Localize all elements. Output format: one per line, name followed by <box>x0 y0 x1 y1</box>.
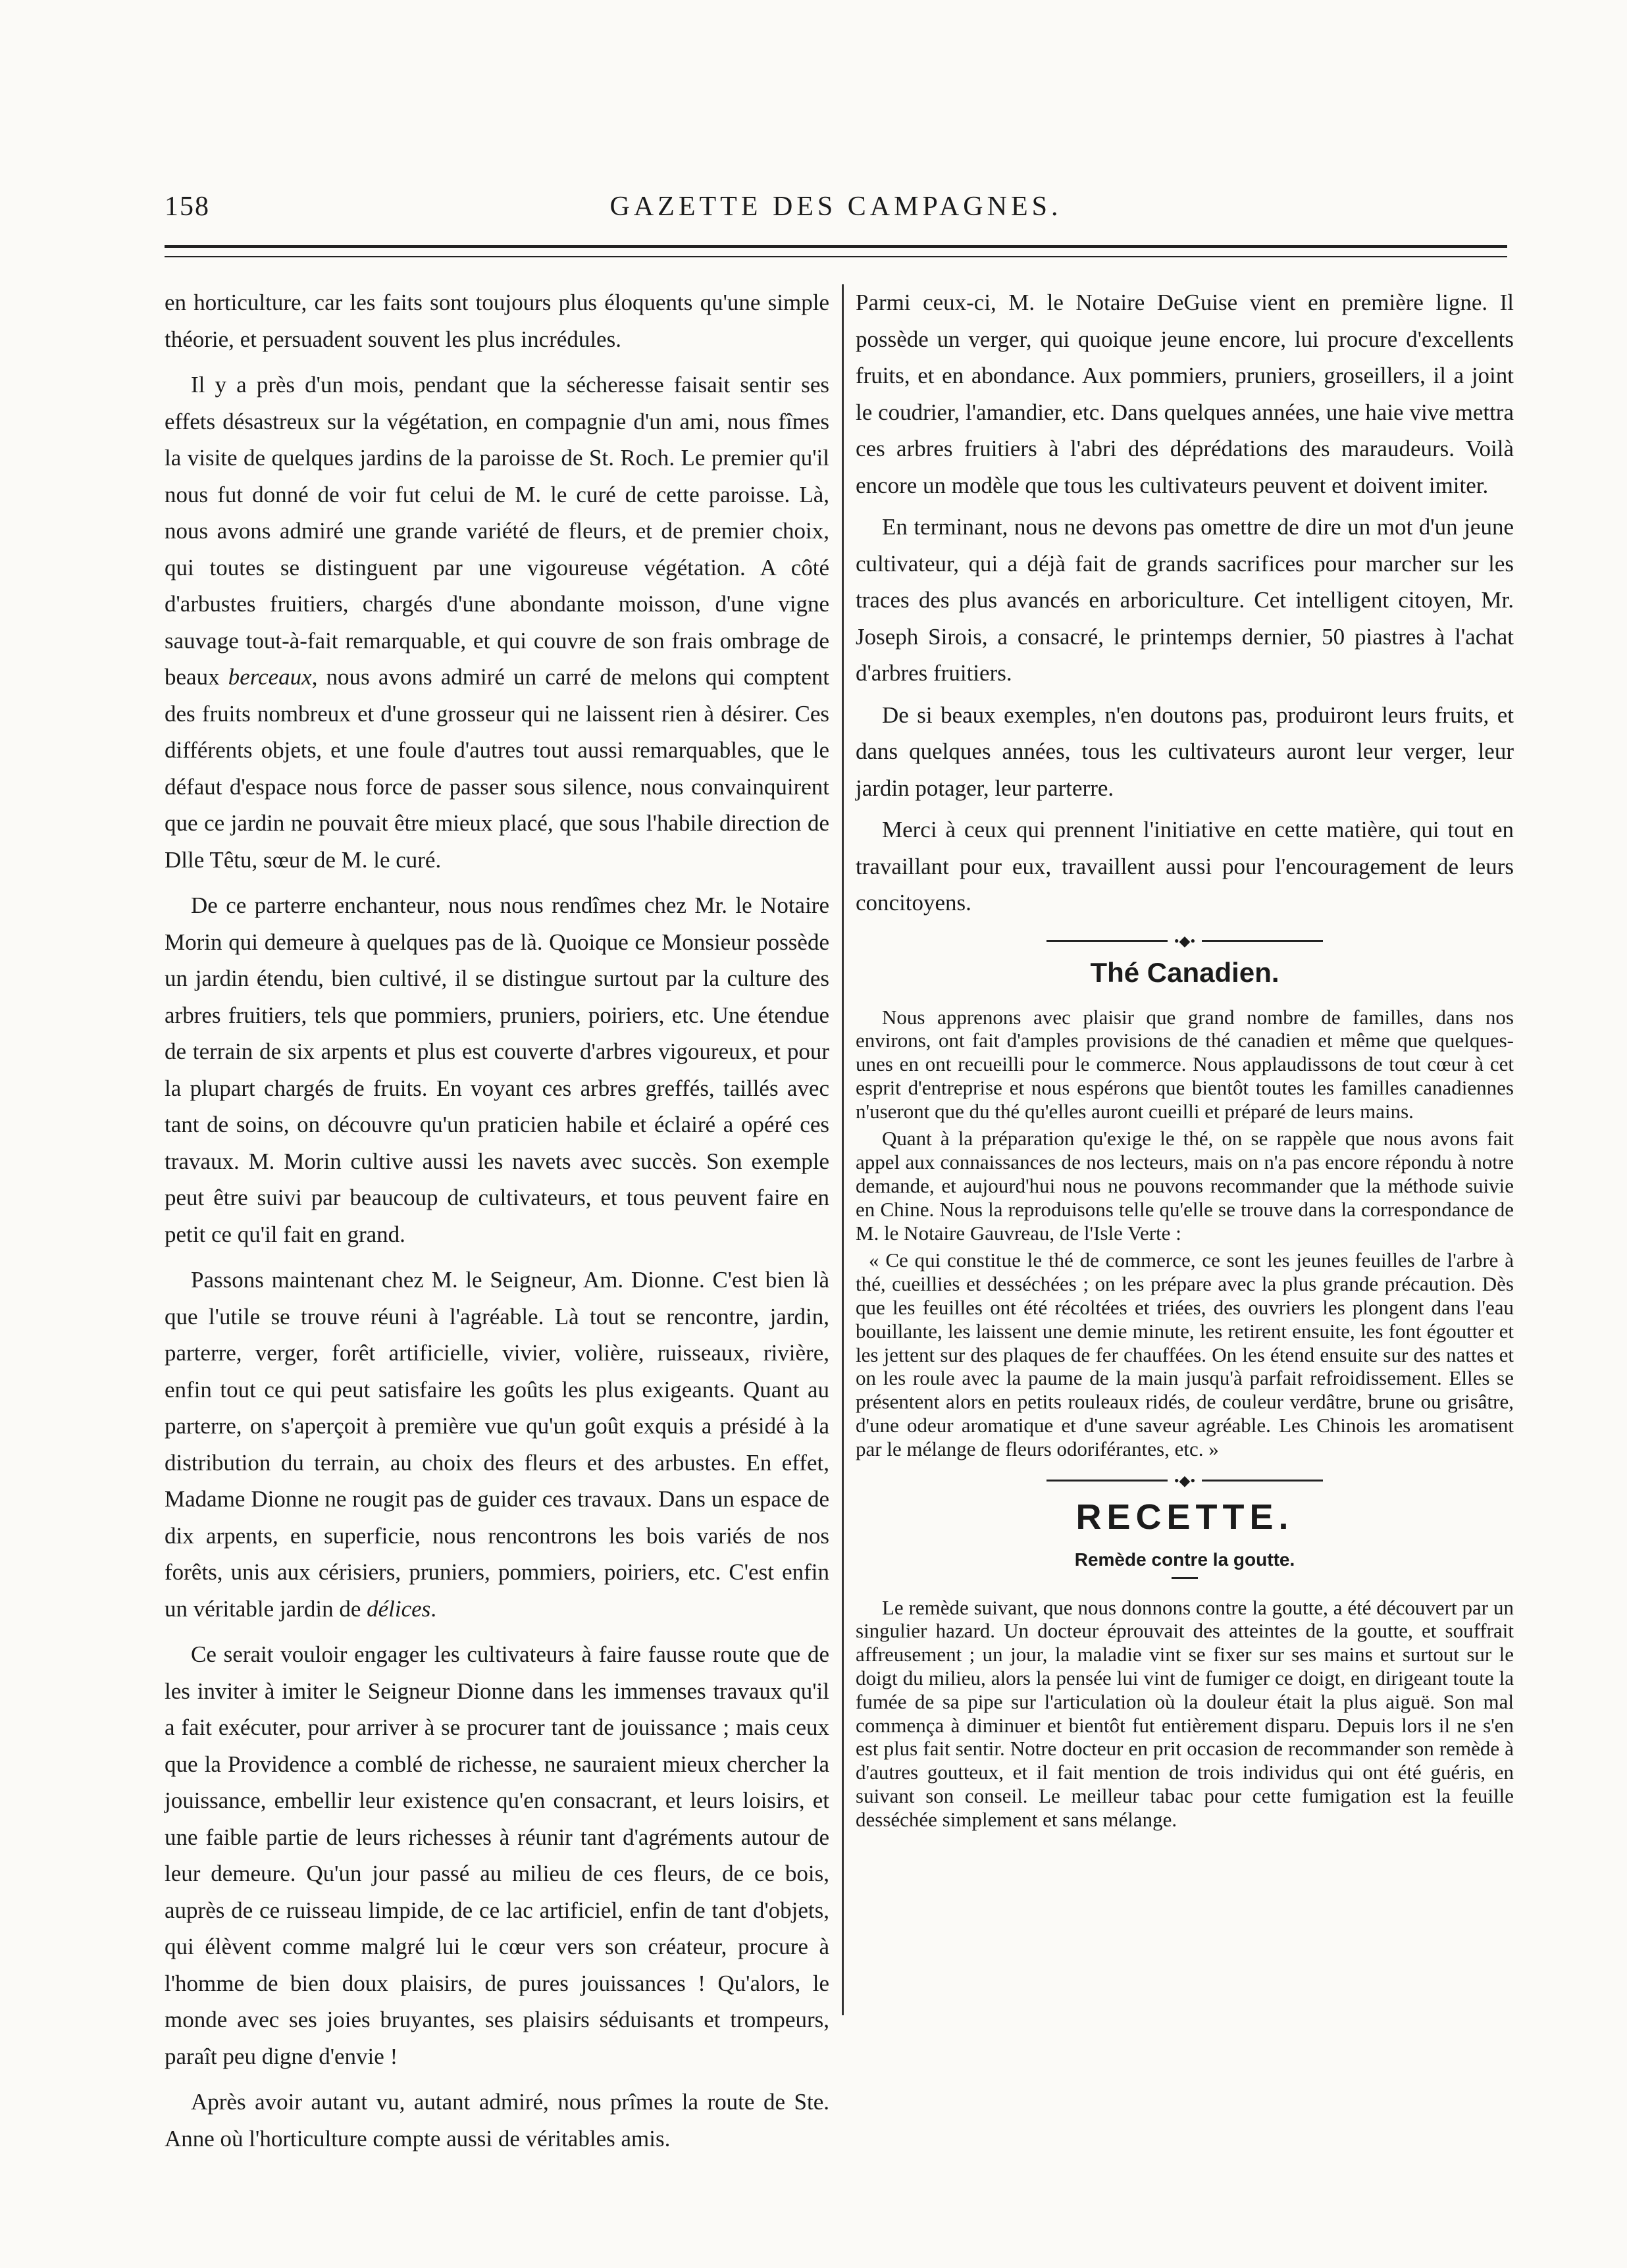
left-paragraph-5: Ce serait vouloir engager les cultivateurs à faire fausse route que de les inviter à imiter le Seigneur Dionne dans les immenses travaux qu'il a fait exécuter, pour arriver à se procurer tant de jouissance ; mais ceux que la Providence a comblé de richesse, ne sauraient mieux chercher la jouissance, embellir leur existence qu'en consacrant, et leurs loisirs, et une faible partie de leurs richesses à réunir tant d'agréments autour de leur demeure. Qu'un jour passé au milieu de ces fleurs, de ce bois, auprès de ce ruisseau limpide, de ce lac artificiel, enfin de tant d'objets, qui élèvent comme malgré lui le cœur vers son créateur, procure à l'homme de bien doux plaisirs, de pures jouissances ! Qu'alors, le monde avec ses joies bruyantes, ses plaisirs séduisants et trompeurs, paraît peu digne d'envie ! <box>165 1641 829 2069</box>
left-paragraph-4 <box>165 1262 829 1627</box>
ornament-divider <box>1046 932 1323 949</box>
right-paragraph-3: De si beaux exemples, n'en doutons pas, produiront leurs fruits, et dans quelques années, tous les cultivateurs auront leur verger, leur jardin potager, leur parterre. <box>856 702 1514 801</box>
recette-title: RECETTE. <box>1075 1497 1294 1537</box>
right-column <box>856 284 1514 2061</box>
the-quote: « Ce qui constitue le thé de commerce, ce sont les jeunes feuilles de l'arbre à thé, cueillies et desséchées ; on les prépare avec la plus grande précaution. Dès que les feuilles ont été récoltées et triées, des ouvriers les plongent dans l'eau bouillante, les laissent une demie minute, les retirent ensuite, les font égoutter et les jettent sur des plaques de fer chauffées. On les étend ensuite sur des nattes et on les roule avec la paume de la main jusqu'à parfait refroidissement. Elles se présentent alors en petits rouleaux ridés, de couleur verdâtre, brune ou grisâtre, d'une odeur aromatique et d'une saveur agréable. Les Chinois les aromatisent par le mélange de fleurs odoriférantes, etc. » <box>856 1249 1514 1460</box>
ornament-line-right <box>1202 940 1323 942</box>
left-paragraph-3: De ce parterre enchanteur, nous nous rendîmes chez Mr. le Notaire Morin qui demeure à quelques pas de là. Quoique ce Monsieur possède un jardin étendu, bien cultivé, il se distingue surtout par la culture des arbres fruitiers, tels que pommiers, pruniers, poiriers, etc. Une étendue de terrain de six arpents et plus est couverte d'arbres vigoureux, et pour la plupart chargés de fruits. En voyant ces arbres greffés, taillés avec tant de soins, on découvre qu'un praticien habile et éclairé a opéré ces travaux. M. Morin cultive aussi les navets avec succès. Son exemple peut être suivi par beaucoup de cultivateurs, et tous peuvent faire en petit ce qu'il fait en grand. <box>165 892 829 1247</box>
the-paragraph-2: Quant à la préparation qu'exige le thé, on se rappèle que nous avons fait appel aux connaissances de nos lecteurs, mais on n'a pas encore répondu à notre demande, et aujourd'hui nous ne pouvons recommander que la méthode suivie en Chine. Nous la reproduisons telle qu'elle se trouve dans la correspondance de M. le Notaire Gauvreau, de l'Isle Verte : <box>856 1127 1514 1245</box>
recette-paragraph: Le remède suivant, que nous donnons contre la goutte, a été découvert par un singulier hazard. Un docteur éprouvait des atteintes de la goutte, et souffrait affreusement ; un jour, la maladie vint se fixer sur ses mains et surtout sur le doigt du milieu, alors la pensée lui vint de fumiger ce doigt, en dirigeant toute la fumée de sa pipe sur l'articulation où la douleur était la plus aiguë. Son mal commença à diminuer et bientôt fut entièrement disparu. Depuis lors il ne s'en est plus fait sentir. Notre docteur en prit occasion de recommander son remède à d'autres goutteux, et il fait mention de trois individus qui ont été guéris, en suivant son conseil. Le meilleur tabac pour cette fumigation est la feuille desséchée simplement et sans mélange. <box>856 1595 1514 1831</box>
right-paragraph-4: Merci à ceux qui prennent l'initiative en cette matière, qui tout en travaillant pour eux, travaillent aussi pour l'encouragement de leurs concitoyens. <box>856 817 1514 915</box>
ornament-line-left <box>1046 1480 1168 1482</box>
ornament-divider-2 <box>1046 1474 1323 1487</box>
left-paragraph-2 <box>165 367 829 878</box>
right-paragraph-1: Parmi ceux-ci, M. le Notaire DeGuise vient en première ligne. Il possède un verger, qui quoique jeune encore, lui procure d'excellents fruits, et en abondance. Aux pommiers, pruniers, groseillers, il a joint le coudrier, l'amandier, etc. Dans quelques années, une haie vive mettra ces arbres fruitiers à l'abri des déprédations des maraudeurs. Voilà encore un modèle que tous les cultivateurs peuvent et doivent imiter. <box>856 290 1514 498</box>
short-rule <box>1172 1577 1198 1579</box>
page-header <box>165 191 1507 230</box>
left-paragraph-4-text-a: Passons maintenant chez M. le Seigneur, Am. Dionne. C'est bien là que l'utile se trouve réuni à l'agréable. Là tout se rencontre, jardin, parterre, verger, forêt artificielle, vivier, volière, ruisseaux, rivière, enfin tout ce qui peut satisfaire les goûts les plus exigeants. Quant au parterre, on s'aperçoit à première vue qu'un goût exquis a présidé à la distribution du terrain, au choix des fleurs et des arbustes. En effet, Madame Dionne ne rougit pas de guider ces travaux. Dans un espace de dix arpents, en superficie, nous rencontrons les bois variés de nos forêts, unis aux cérisiers, pruniers, pommiers, poiriers, etc. C'est enfin un véritable jardin de <box>165 1267 829 1622</box>
the-paragraph-1: Nous apprenons avec plaisir que grand nombre de familles, dans nos environs, ont fait d'amples provisions de thé canadien et même que quelques-unes en ont recueilli pour le commerce. Nous applaudissons de tout cœur à cet esprit d'entreprise et nous espérons que bientôt toutes les familles canadiennes n'useront que du thé qu'elles auront cueilli et préparé de leurs mains. <box>856 1005 1514 1123</box>
ornament-line-left <box>1046 940 1168 942</box>
left-paragraph-2-text-a: Il y a près d'un mois, pendant que la sécheresse faisait sentir ses effets désastreux sur la végétation, en compagnie d'un ami, nous fîmes la visite de quelques jardins de la paroisse de St. Roch. Le premier qu'il nous fut donné de voir fut celui de M. le curé de cette paroisse. Là, nous avons admiré une grande variété de fleurs, et de premier choix, qui toutes se distinguent par une vigoureuse végétation. A côté d'arbustes fruitiers, chargés d'une abondante moisson, d'une vigne sauvage tout-à-fait remarquable, et qui couvre de son frais ombrage de beaux <box>165 372 829 690</box>
header-rule <box>165 245 1507 257</box>
column-divider <box>842 284 844 2015</box>
left-paragraph-6: Après avoir autant vu, autant admiré, nous prîmes la route de Ste. Anne où l'horticulture compte aussi de véritables amis. <box>165 2089 829 2152</box>
left-column <box>165 284 829 2152</box>
the-canadien-title: Thé Canadien. <box>1090 956 1279 988</box>
left-paragraph-2-text-b: , nous avons admiré un carré de melons qui comptent des fruits nombreux et d'une grosseur qui ne laissent rien à désirer. Ces différents objets, et une foule d'autres tout aussi remarquables, que le défaut d'espace nous force de passer sous silence, nous convainquirent que ce jardin ne pouvait être mieux placé, que sous l'habile direction de Dlle Têtu, sœur de M. le curé. <box>165 664 829 873</box>
running-title: GAZETTE DES CAMPAGNES. <box>609 192 1062 222</box>
recette-subtitle: Remède contre la goutte. <box>1074 1549 1295 1570</box>
right-paragraph-2: En terminant, nous ne devons pas omettre de dire un mot d'un jeune cultivateur, qui a déjà fait de grands sacrifices pour marcher sur les traces des plus avancés en arboriculture. Cet intelligent citoyen, Mr. Joseph Sirois, a consacré, le printemps dernier, 50 piastres à l'achat d'arbres fruitiers. <box>856 514 1514 686</box>
ornament-dots: •◆• <box>1174 1472 1196 1489</box>
left-paragraph-4-italic: délices <box>367 1595 431 1622</box>
ornament-dots: •◆• <box>1174 932 1196 949</box>
ornament-line-right <box>1202 1480 1323 1482</box>
left-paragraph-2-italic: berceaux <box>228 664 312 690</box>
left-paragraph-1: en horticulture, car les faits sont toujours plus éloquents qu'une simple théorie, et persuadent souvent les plus incrédules. <box>165 290 829 352</box>
page-number: 158 <box>165 192 210 222</box>
left-paragraph-4-text-b: . <box>430 1595 437 1622</box>
